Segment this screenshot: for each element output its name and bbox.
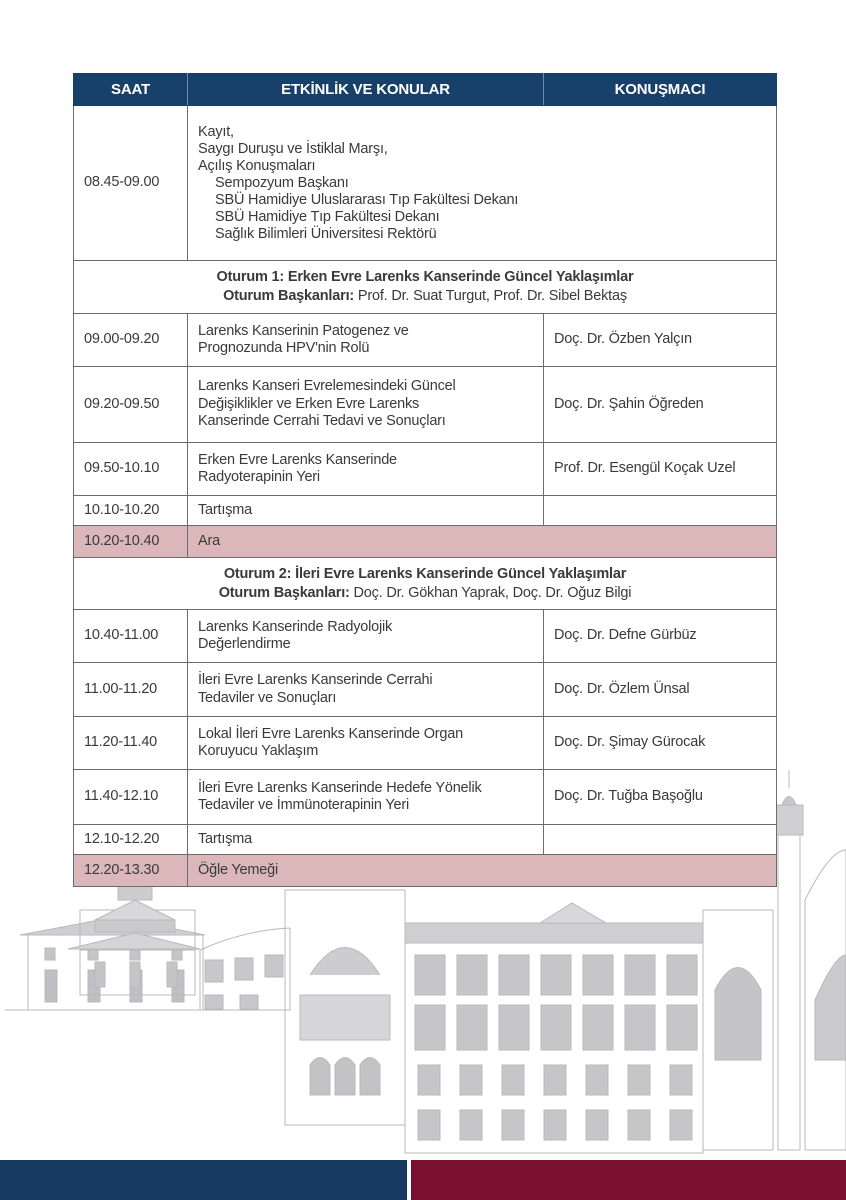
break-row [74,526,777,558]
footer-bar-blue [0,1160,407,1200]
table-row [74,367,777,443]
session-2-chairs [84,584,766,603]
session-2-header [74,558,777,610]
topic-line: Radyoterapinin Yeri [198,469,320,485]
speaker-cell: Doç. Dr. Özben Yalçın [544,314,777,367]
speaker-cell: Doç. Dr. Şahin Öğreden [544,367,777,443]
table-row [74,314,777,367]
session-2-title: Oturum 2: İleri Evre Larenks Kanserinde Güncel Yaklaşımlar [223,565,627,582]
topic-line: Larenks Kanserinin Patogenez ve [198,322,409,339]
time-cell: 11.00-11.20 [74,663,188,717]
table-row [74,770,777,825]
chairs-names: Prof. Dr. Suat Turgut, Prof. Dr. Sibel Bektaş [357,288,627,304]
topic-line: Larenks Kanserinde Radyolojik [198,618,393,635]
speaker-cell [544,825,777,855]
topic-line: Tedaviler ve İmmünoterapinin Yeri [198,797,410,813]
time-cell: 12.10-12.20 [74,825,188,855]
speaker-cell: Doç. Dr. Tuğba Başoğlu [544,770,777,825]
chairs-names: Doç. Dr. Gökhan Yaprak, Doç. Dr. Oğuz Bilgi [353,584,632,601]
table-row [74,443,777,496]
session-1-title: Oturum 1: Erken Evre Larenks Kanserinde Güncel Yaklaşımlar [216,269,634,285]
time-cell: 10.40-11.00 [74,610,188,663]
opening-subline: SBÜ Hamidiye Uluslararası Tıp Fakültesi Dekanı [215,191,519,208]
topic-line: Değişiklikler ve Erken Evre Larenks [198,395,420,412]
table-row [74,610,777,663]
chairs-label: Oturum Başkanları: [218,584,350,601]
time-cell: 12.20-13.30 [74,855,188,887]
opening-subline: Sempozyum Başkanı [215,174,349,191]
table-row [74,663,777,717]
table-row [74,717,777,770]
chairs-label: Oturum Başkanları: [223,288,355,304]
time-cell: 10.20-10.40 [74,526,188,558]
topic-cell [188,443,544,496]
program-table [73,73,777,887]
topic-cell [188,663,544,717]
session-1-header [74,261,777,314]
header-topic: ETKİNLİK VE KONULAR [188,74,544,106]
opening-subline: SBÜ Hamidiye Tıp Fakültesi Dekanı [215,208,440,225]
session-1-chairs [84,287,766,306]
topic-line: Erken Evre Larenks Kanserinde [198,451,397,468]
topic-line: Kanserinde Cerrahi Tedavi ve Sonuçları [198,413,446,430]
topic-line: İleri Evre Larenks Kanserinde Hedefe Yönelik [198,779,482,796]
opening-line: Açılış Konuşmaları [198,157,316,174]
topic-line: İleri Evre Larenks Kanserinde Cerrahi [198,672,433,688]
topic-cell: Tartışma [188,496,544,526]
opening-subline: Sağlık Bilimleri Üniversitesi Rektörü [215,225,437,242]
time-cell: 09.00-09.20 [74,314,188,367]
session-2-title-cell [74,558,777,610]
header-speaker: KONUŞMACI [544,74,777,106]
table-row-opening [74,106,777,261]
topic-line: Lokal İleri Evre Larenks Kanserinde Organ [198,725,464,742]
speaker-cell: Doç. Dr. Özlem Ünsal [544,663,777,717]
speaker-cell: Prof. Dr. Esengül Koçak Uzel [544,443,777,496]
time-cell: 10.10-10.20 [74,496,188,526]
topic-line: Koruyucu Yaklaşım [198,743,319,759]
topic-cell [188,610,544,663]
session-1-title-cell [74,261,777,314]
topic-cell [188,314,544,367]
topic-cell [188,717,544,770]
speaker-cell [544,496,777,526]
opening-topics [188,106,777,261]
opening-line: Kayıt, [198,123,234,140]
topic-cell [188,770,544,825]
topic-line: Larenks Kanseri Evrelemesindeki Güncel [198,378,456,395]
topic-line: Prognozunda HPV'nin Rolü [198,340,370,356]
topic-line: Tedaviler ve Sonuçları [198,689,337,706]
break-label: Öğle Yemeği [188,855,777,887]
speaker-cell: Doç. Dr. Defne Gürbüz [544,610,777,663]
time-cell: 08.45-09.00 [74,106,188,261]
break-label: Ara [188,526,777,558]
topic-cell [188,367,544,443]
time-cell: 11.40-12.10 [74,770,188,825]
opening-line: Saygı Duruşu ve İstiklal Marşı, [198,140,388,157]
table-row [74,496,777,526]
time-cell: 11.20-11.40 [74,717,188,770]
topic-line: Değerlendirme [198,636,291,652]
topic-cell: Tartışma [188,825,544,855]
speaker-cell: Doç. Dr. Şimay Gürocak [544,717,777,770]
footer-bar-burgundy [411,1160,846,1200]
time-cell: 09.20-09.50 [74,367,188,443]
table-header-row [74,74,777,106]
break-row [74,855,777,887]
time-cell: 09.50-10.10 [74,443,188,496]
header-time: SAAT [74,74,188,106]
table-row [74,825,777,855]
